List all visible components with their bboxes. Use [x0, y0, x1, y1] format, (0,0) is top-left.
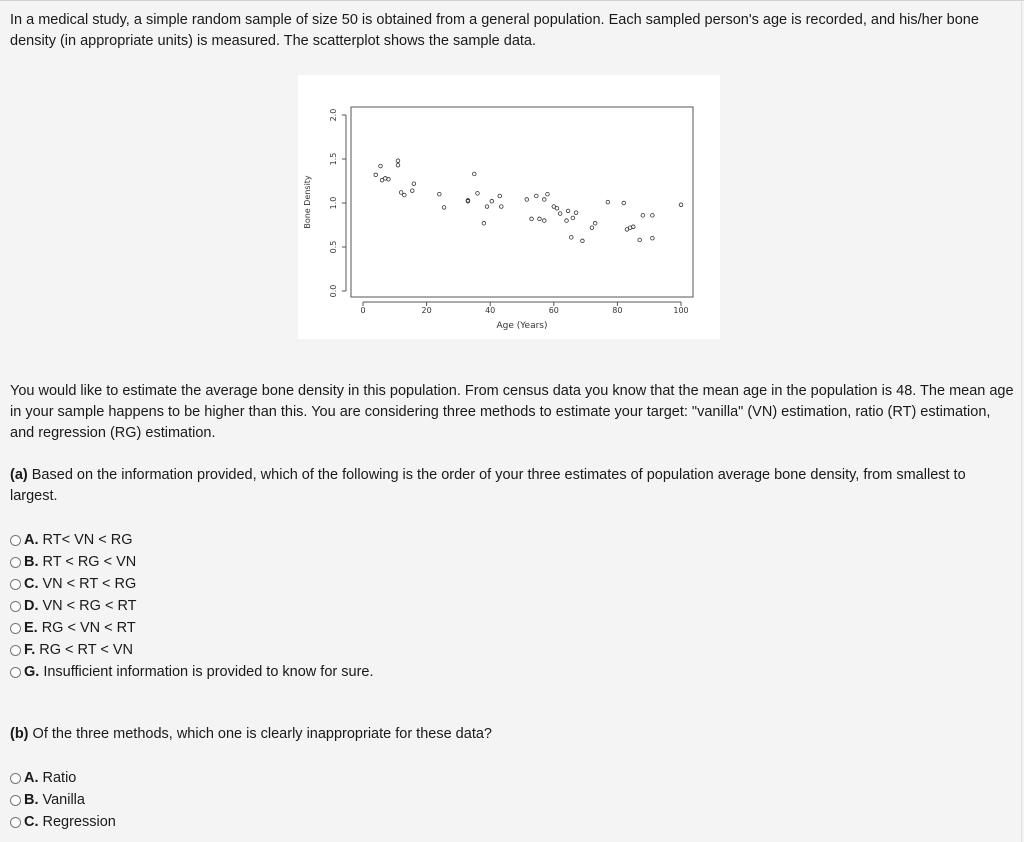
data-point: [558, 212, 562, 216]
x-tick-label: 60: [548, 306, 559, 315]
option-letter: F.: [24, 642, 36, 658]
data-point: [566, 209, 570, 213]
data-point: [530, 217, 534, 221]
right-border: [1021, 0, 1022, 842]
data-point: [399, 191, 403, 195]
x-tick-label: 40: [485, 306, 496, 315]
question-a-text: Based on the information provided, which of the following is the order of your three estimates of population average bone density, from smallest to largest.: [10, 467, 966, 504]
y-tick-label: 1.0: [329, 196, 338, 210]
radio-button[interactable]: [10, 579, 21, 590]
data-point: [565, 219, 569, 223]
data-point: [622, 201, 626, 205]
y-tick-label: 2.0: [329, 108, 338, 122]
option-letter: C.: [24, 814, 39, 830]
data-point: [535, 194, 539, 198]
data-point: [571, 216, 575, 220]
data-point: [379, 164, 383, 168]
option-letter: A.: [24, 532, 39, 548]
radio-button[interactable]: [10, 623, 21, 634]
data-point: [396, 163, 400, 167]
context-paragraph: You would like to estimate the average bone density in this population. From census data you know that the mean age in the population is 48. The mean age in your sample happens to be higher than this. You are considering three methods to estimate your target: "vanilla" (VN) estimation, ratio (RT) estimation, and regression (RG) estimation.: [10, 383, 1014, 441]
y-axis-label: Bone Density: [303, 175, 312, 229]
y-tick-label: 0.5: [329, 240, 338, 254]
radio-button[interactable]: [10, 535, 21, 546]
question-b-text: Of the three methods, which one is clearly inappropriate for these data?: [28, 726, 492, 742]
data-point: [569, 236, 573, 240]
option-text: Ratio: [42, 770, 77, 786]
x-axis-label: Age (Years): [496, 321, 548, 331]
question-a-options: [10, 529, 374, 683]
option-text: RT < RG < VN: [42, 554, 137, 570]
option-letter: C.: [24, 576, 39, 592]
data-point: [500, 205, 504, 209]
x-tick-label: 0: [360, 306, 366, 315]
radio-button[interactable]: [10, 601, 21, 612]
data-point: [574, 211, 578, 215]
data-point: [546, 192, 550, 196]
question-a-option[interactable]: [10, 529, 374, 551]
x-tick-label: 80: [612, 306, 623, 315]
data-point: [581, 239, 585, 243]
data-point: [374, 173, 378, 177]
data-point: [538, 217, 542, 221]
y-tick-label: 0.0: [329, 284, 338, 298]
data-point: [542, 219, 546, 223]
question-b-options: [10, 767, 116, 833]
option-text: RT< VN < RG: [42, 532, 133, 548]
option-letter: E.: [24, 620, 38, 636]
option-letter: B.: [24, 554, 39, 570]
data-point: [410, 189, 414, 193]
question-a-option[interactable]: [10, 617, 374, 639]
data-point: [555, 206, 559, 210]
question-b-option[interactable]: [10, 811, 116, 833]
radio-button[interactable]: [10, 773, 21, 784]
radio-button[interactable]: [10, 557, 21, 568]
question-b: [10, 724, 1015, 745]
plot-frame: [351, 107, 693, 297]
question-b-label: (b): [10, 726, 29, 742]
radio-button[interactable]: [10, 795, 21, 806]
y-tick-label: 1.5: [329, 152, 338, 166]
question-a-option[interactable]: [10, 639, 374, 661]
data-point: [438, 192, 442, 196]
data-point: [412, 182, 416, 186]
data-point: [638, 238, 642, 242]
question-a: [10, 465, 1015, 507]
option-letter: A.: [24, 770, 39, 786]
data-point: [473, 172, 477, 176]
data-point: [542, 198, 546, 202]
radio-button[interactable]: [10, 817, 21, 828]
question-a-option[interactable]: [10, 595, 374, 617]
data-point: [641, 214, 645, 218]
data-point: [442, 206, 446, 210]
data-point: [403, 193, 407, 197]
radio-button[interactable]: [10, 667, 21, 678]
question-a-option[interactable]: [10, 551, 374, 573]
question-a-option[interactable]: [10, 661, 374, 683]
scatterplot-figure: [298, 75, 720, 339]
option-text: Vanilla: [42, 792, 85, 808]
option-text: RG < RT < VN: [39, 642, 134, 658]
x-tick-label: 20: [421, 306, 432, 315]
question-a-label: (a): [10, 467, 28, 483]
scatterplot-chart: [298, 75, 720, 339]
data-point: [482, 221, 486, 225]
data-point: [476, 192, 480, 196]
option-text: RG < VN < RT: [41, 620, 136, 636]
option-text: VN < RG < RT: [42, 598, 137, 614]
x-tick-label: 100: [673, 306, 689, 315]
data-point: [679, 203, 683, 207]
data-point: [606, 200, 610, 204]
option-letter: D.: [24, 598, 39, 614]
option-text: VN < RT < RG: [42, 576, 137, 592]
data-point: [490, 199, 494, 203]
question-a-option[interactable]: [10, 573, 374, 595]
question-b-option[interactable]: [10, 789, 116, 811]
option-letter: B.: [24, 792, 39, 808]
radio-button[interactable]: [10, 645, 21, 656]
option-text: Regression: [42, 814, 116, 830]
option-text: Insufficient information is provided to know for sure.: [43, 664, 374, 680]
intro-paragraph: In a medical study, a simple random sample of size 50 is obtained from a general population. Each sampled person's age is recorded, and his/her bone density (in appropriate units) is measured. The scatterplot shows the sample data.: [10, 12, 979, 49]
data-point: [593, 221, 597, 225]
data-point: [498, 194, 502, 198]
data-point: [590, 226, 594, 230]
option-letter: G.: [24, 664, 40, 680]
data-point: [651, 214, 655, 218]
data-point: [651, 236, 655, 240]
question-b-option[interactable]: [10, 767, 116, 789]
data-point: [485, 205, 489, 209]
data-point: [396, 159, 400, 163]
data-point: [525, 198, 529, 202]
top-border: [0, 0, 1024, 1]
